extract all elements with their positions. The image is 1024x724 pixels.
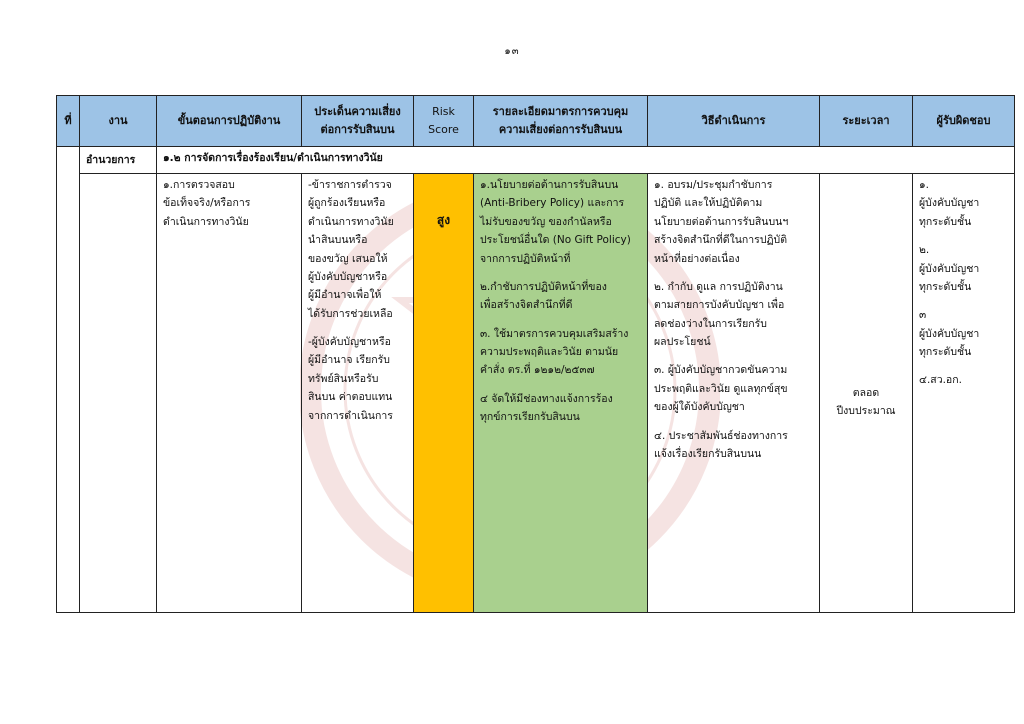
risk-issue-2: -ผู้บังคับบัญชาหรือ ผู้มีอำนาจ เรียกรับ ทรัพย์สินหรือรับ สินบน ค่าตอบแทน จากการดำเนินการ [308,336,393,422]
control-item: ๑.นโยบายต่อต้านการรับสินบน (Anti-Bribery Policy) และการ ไม่รับของขวัญ ของกำนัลหรือ ประโยชน์อื่นใด (No Gift Policy) จากการปฏิบัติหน้าที่ [480,179,631,265]
risk-score-cell: สูง [414,174,474,613]
method-item: ๓. ผู้บังคับบัญชากวดขันความ ประพฤติและวินัย ดูแลทุกข์สุข ของผู้ใต้บังคับบัญชา [654,364,788,414]
header-responsible: ผู้รับผิดชอบ [913,96,1015,147]
header-method: วิธีดำเนินการ [648,96,820,147]
method-cell [648,174,820,613]
responsible-item: ๒. ผู้บังคับบัญชา ทุกระดับชั้น [919,244,980,293]
period-cell: ตลอด ปีงบประมาณ [820,174,913,613]
header-no: ที่ [57,96,80,147]
control-item: ๔ จัดให้มีช่องทางแจ้งการร้อง ทุกข์การเรียกรับสินบน [480,392,613,424]
header-control-details: รายละเอียดมาตรการควบคุม ความเสี่ยงต่อการรับสินบน [474,96,648,147]
table-row [57,174,1015,613]
header-period: ระยะเวลา [820,96,913,147]
control-item: ๒.กำชับการปฏิบัติหน้าที่ของ เพื่อสร้างจิตสำนึกที่ดี [480,280,607,312]
row-number [57,147,80,613]
responsible-item: ๓ ผู้บังคับบัญชา ทุกระดับชั้น [919,309,980,358]
header-steps: ขั้นตอนการปฏิบัติงาน [157,96,302,147]
work-empty-cell [80,174,157,613]
header-work: งาน [80,96,157,147]
control-item: ๓. ใช้มาตรการควบคุมเสริมสร้าง ความประพฤติและวินัย ตามนัย คำสั่ง ตร.ที่ ๑๒๑๒/๒๕๓๗ [480,327,629,377]
step-cell: ๑.การตรวจสอบ ข้อเท็จจริง/หรือการ ดำเนินการทางวินัย [157,174,302,613]
risk-issue-1: -ข้าราชการตำรวจ ผู้ถูกร้องเรียนหรือ ดำเนินการทางวินัย นำสินบนหรือ ของขวัญ เสนอให้ ผู้บังคับบัญชาหรือ ผู้มีอำนาจเพื่อให้ ได้รับการช่วยเหลือ [308,179,394,320]
responsible-item: ๑. ผู้บังคับบัญชา ทุกระดับชั้น [919,179,980,228]
section-row [57,147,1015,174]
section-title: ๑.๒ การจัดการเรื่องร้องเรียน/ดำเนินการทางวินัย [157,147,1015,174]
method-item: ๑. อบรม/ประชุมกำชับการ ปฏิบัติ และให้ปฏิบัติตาม นโยบายต่อต้านการรับสินบนฯ สร้างจิตสำนึกที่ดีในการปฏิบัติ หน้าที่อย่างต่อเนื่อง [654,179,789,265]
section-work: อำนวยการ [80,147,157,174]
method-item: ๒. กำกับ ดูแล การปฏิบัติงาน ตามสายการบังคับบัญชา เพื่อ ลดช่องว่างในการเรียกรับ ผลประโยชน์ [654,280,785,348]
method-item: ๔. ประชาสัมพันธ์ช่องทางการ แจ้งเรื่องเรียกรับสินบนน [654,429,788,460]
responsible-item: ๔.สว.อก. [919,374,962,387]
header-risk-issue: ประเด็นความเสี่ยง ต่อการรับสินบน [302,96,414,147]
header-row [57,96,1015,147]
page-number: ๑๓ [504,46,520,57]
control-details-cell [474,174,648,613]
risk-issue-cell [302,174,414,613]
header-risk-score: Risk Score [414,96,474,147]
risk-control-table [56,95,1015,613]
responsible-cell [913,174,1015,613]
